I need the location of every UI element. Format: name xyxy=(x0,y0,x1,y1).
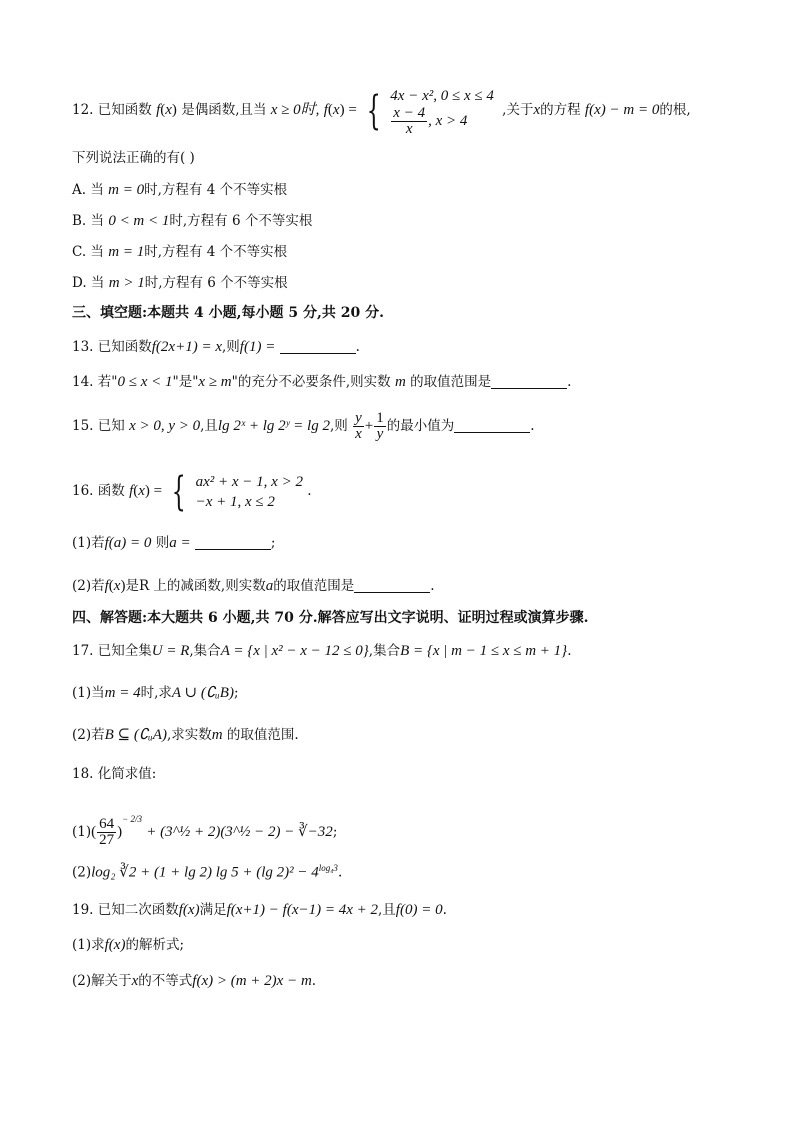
q12-fx: f(x) xyxy=(156,102,177,118)
q13-answer-blank[interactable] xyxy=(280,339,356,354)
q15-answer-blank[interactable] xyxy=(454,418,530,433)
q12-line2: 下列说法正确的有( ) xyxy=(72,150,195,166)
q16-piecewise: { ax² + x − 1, x > 2 −x + 1, x ≤ 2 xyxy=(171,469,303,515)
q16-part2-blank[interactable] xyxy=(354,578,430,593)
section-4-heading: 四、解答题:本大题共 6 小题,共 70 分.解答应写出文字说明、证明过程或演算步骤. xyxy=(72,610,589,626)
q12-option-a: A. 当 m = 0时,方程有 4 个不等实根 xyxy=(72,182,288,198)
q12-option-c: C. 当 m = 1时,方程有 4 个不等实根 xyxy=(72,244,288,260)
q19-part1: (1)求f(x)的解析式; xyxy=(72,937,185,953)
q13: 13. 已知函数f(2x+1) = x,则f(1) = . xyxy=(72,339,360,355)
section-3-heading: 三、填空题:本题共 4 小题,每小题 5 分,共 20 分. xyxy=(72,305,384,321)
q15: 15. 已知 x > 0, y > 0,且lg 2ˣ + lg 2ʸ = lg 2,则 $\frac{y}{x}$ + $\frac{1}{y}$ 的最小值为 . xyxy=(72,410,535,442)
q16-part2: (2)若f(x)是R 上的减函数,则实数a的取值范围是 . xyxy=(72,578,435,594)
q16: 16. 函数 f(x) = { ax² + x − 1, x > 2 −x + 1, x ≤ 2 . xyxy=(72,466,312,516)
q16-part1: (1)若f(a) = 0 则a = ; xyxy=(72,535,276,551)
q17-part1: (1)当m = 4时,求A ∪ (∁ᵤB); xyxy=(72,685,239,701)
q17: 17. 已知全集U = R,集合A = {x | x² − x − 12 ≤ 0},集合B = {x | m − 1 ≤ x ≤ m + 1}. xyxy=(72,643,572,659)
q12-option-d: D. 当 m > 1时,方程有 6 个不等实根 xyxy=(72,275,288,291)
q14: 14. 若"0 ≤ x < 1"是"x ≥ m"的充分不必要条件,则实数 m 的取值范围是 . xyxy=(72,374,572,390)
q12-line1: 12. 已知函数 f(x) 是偶函数,且当 x ≥ 0时, f(x) = { 4x − x², 0 ≤ x ≤ 4 $\frac{x - 4}{x}$ , x > 4 ,关于x的方程 f(x) − m = 0的根, xyxy=(72,80,691,140)
q19-part2: (2)解关于x的不等式f(x) > (m + 2)x − m. xyxy=(72,973,317,989)
q17-part2: (2)若B ⊆ (∁ᵤA),求实数m 的取值范围. xyxy=(72,727,299,743)
q19: 19. 已知二次函数f(x)满足f(x+1) − f(x−1) = 4x + 2,且f(0) = 0. xyxy=(72,902,447,918)
q12-option-b: B. 当 0 < m < 1时,方程有 6 个不等实根 xyxy=(72,213,313,229)
q16-part1-blank[interactable] xyxy=(195,535,271,550)
q18-part2: (2)log₂ ∛2 + (1 + lg 2) lg 5 + (lg $2)^2 - 4^{log_43}$. xyxy=(72,863,343,881)
q18-title: 18. 化简求值: xyxy=(72,766,157,782)
q18-part1: (1)( $\frac{64}{27}$ )$^{- 2/3}$ + (3^½ + 2)(3^½ − 2) − ∛−32; xyxy=(72,814,338,848)
q14-answer-blank[interactable] xyxy=(491,374,567,389)
q12-piecewise: { 4x − x², 0 ≤ x ≤ 4 $\frac{x - 4}{x}$ , x > 4 xyxy=(366,87,494,137)
